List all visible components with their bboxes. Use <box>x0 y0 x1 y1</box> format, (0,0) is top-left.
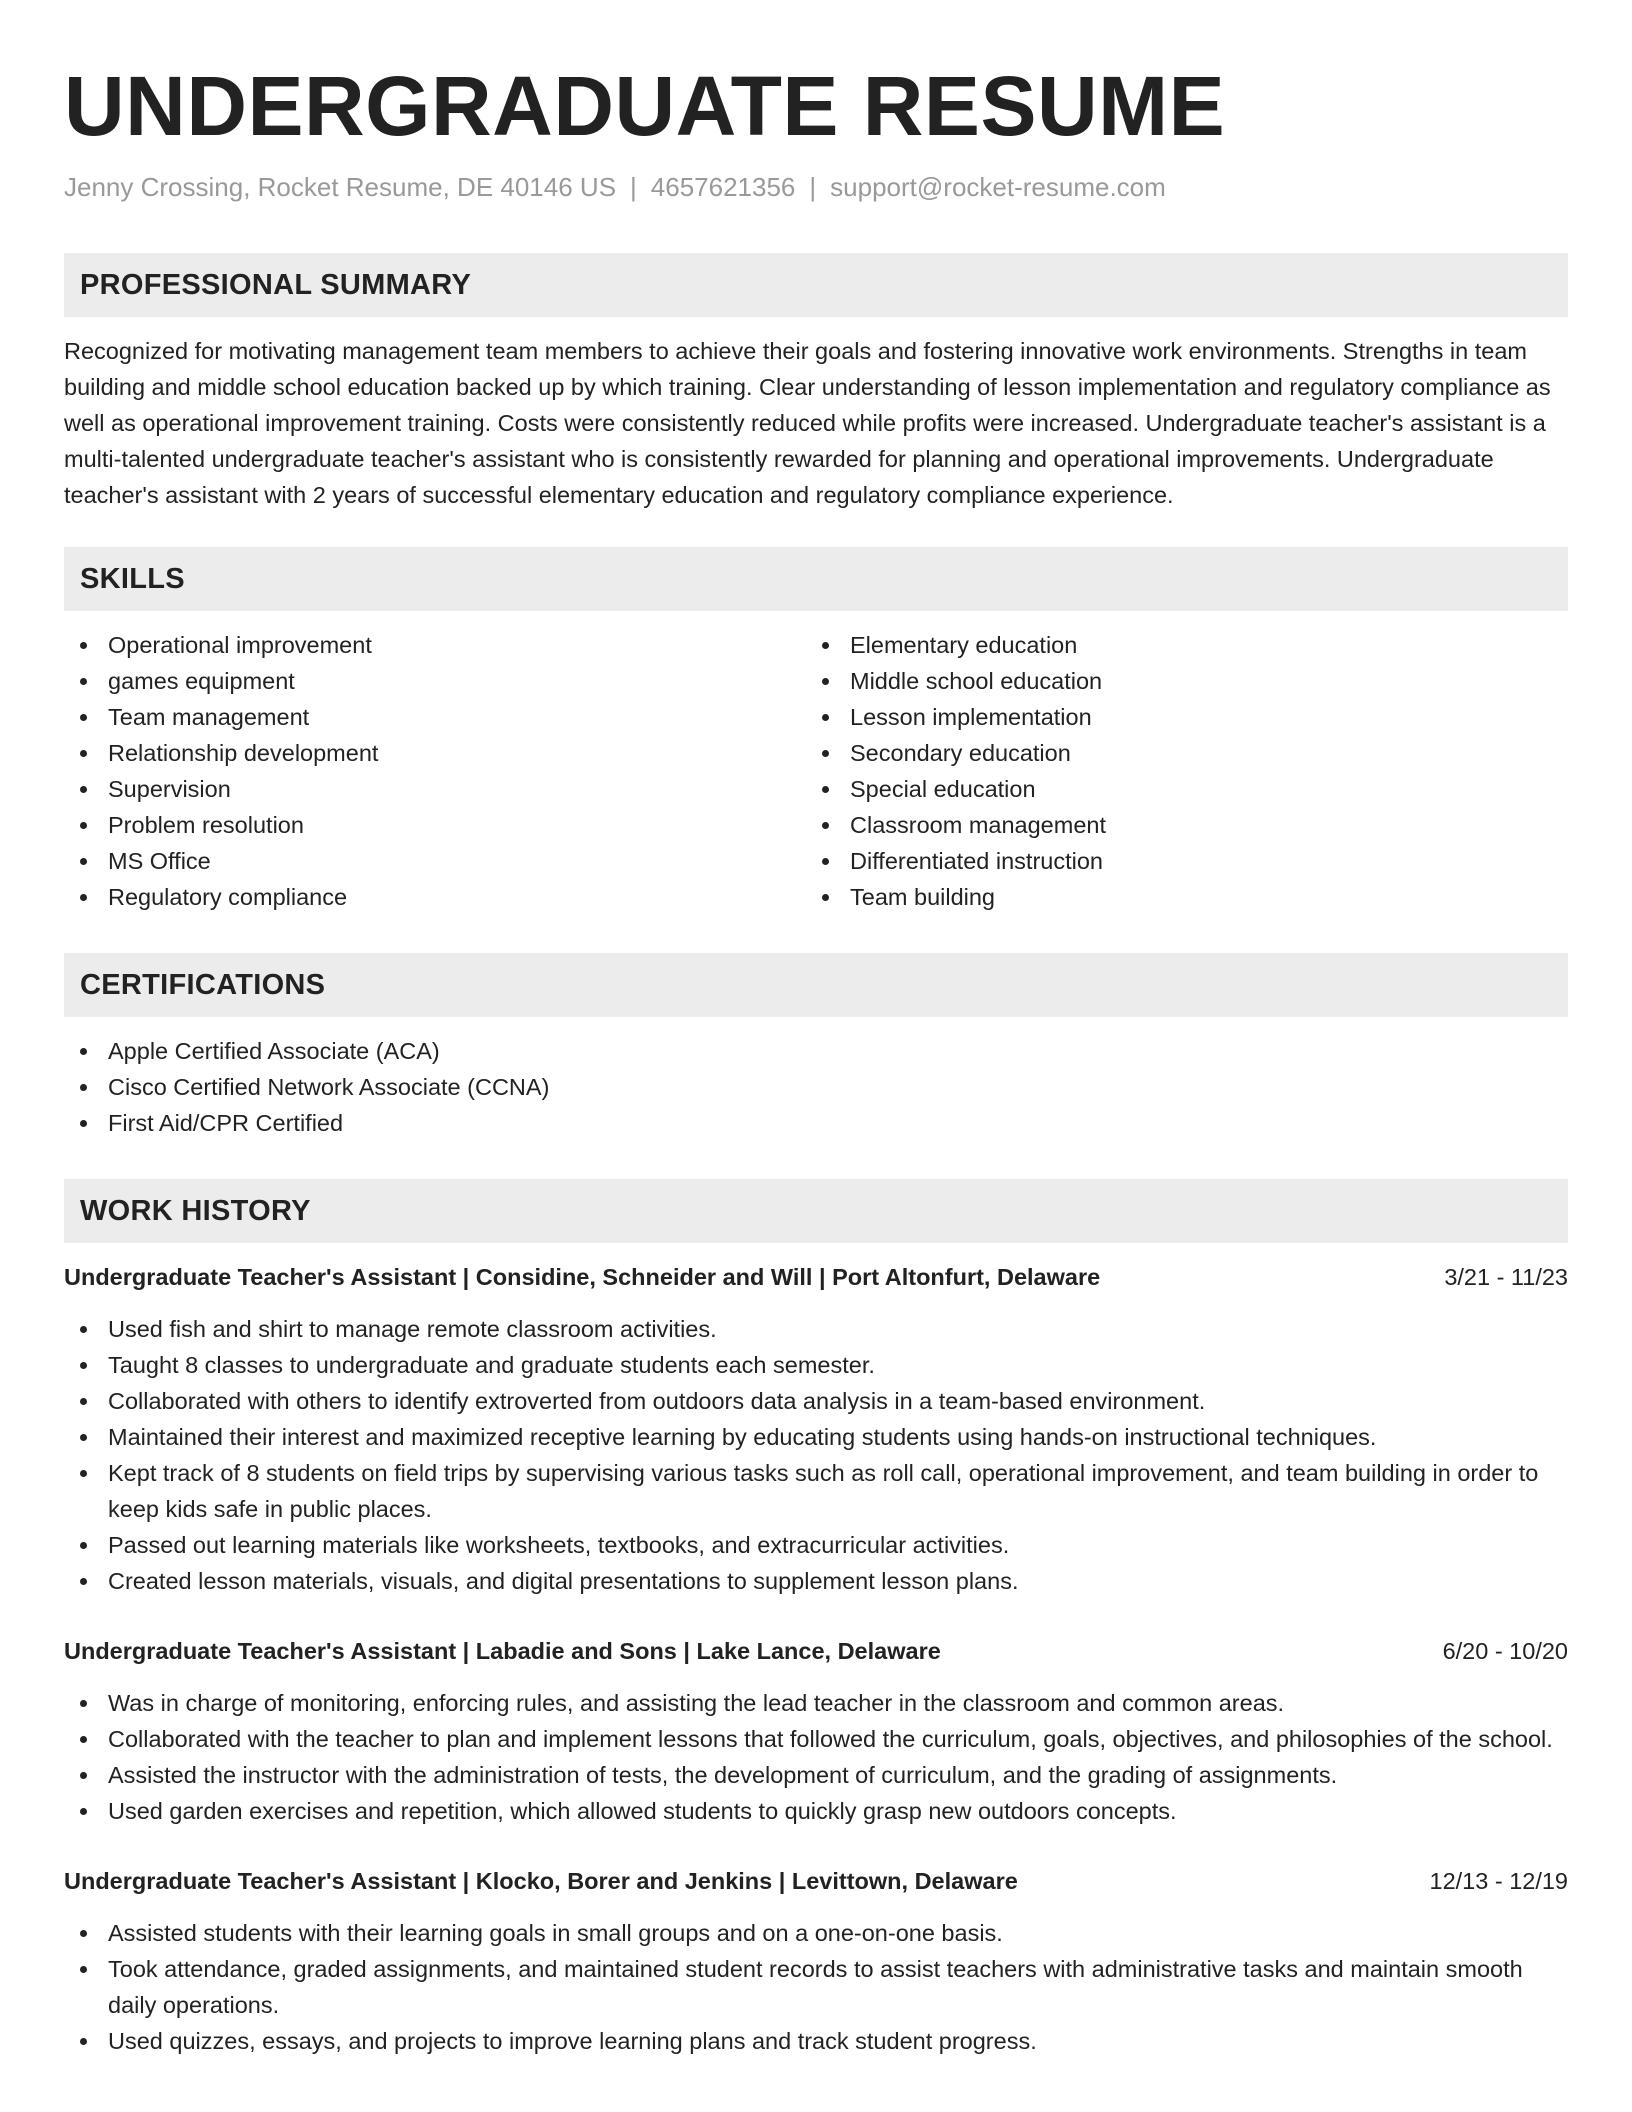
skill-item: Problem resolution <box>64 807 806 843</box>
job-bullet: Used quizzes, essays, and projects to improve learning plans and track student progress. <box>64 2023 1568 2059</box>
job-header <box>64 1633 1568 1669</box>
certifications-list <box>64 1033 1568 1141</box>
skill-item: Lesson implementation <box>806 699 1548 735</box>
summary-text: Recognized for motivating management team members to achieve their goals and fostering innovative work environments. Strengths in team building and middle school education backed up by which training. Clear understanding of lesson implementation and regulatory compliance as well as operational improvement training. Costs were consistently reduced while profits were increased. Undergraduate teacher's assistant is a multi-talented undergraduate teacher's assistant who is consistently rewarded for planning and operational improvements. Undergraduate teacher's assistant with 2 years of successful elementary education and regulatory compliance experience. <box>64 338 1551 508</box>
job-bullets <box>64 1685 1568 1829</box>
skill-item: Classroom management <box>806 807 1548 843</box>
job-bullet: Maintained their interest and maximized receptive learning by educating students using hands-on instructional techniques. <box>64 1419 1568 1455</box>
job-bullet: Passed out learning materials like worksheets, textbooks, and extracurricular activities. <box>64 1527 1568 1563</box>
skill-item: Operational improvement <box>64 627 806 663</box>
job-bullet: Used garden exercises and repetition, which allowed students to quickly grasp new outdoors concepts. <box>64 1793 1568 1829</box>
job-bullet: Assisted the instructor with the administration of tests, the development of curriculum, and the grading of assignments. <box>64 1757 1568 1793</box>
job-bullet: Kept track of 8 students on field trips by supervising various tasks such as roll call, operational improvement, and team building in order to keep kids safe in public places. <box>64 1455 1568 1527</box>
job-bullet: Used fish and shirt to manage remote classroom activities. <box>64 1311 1568 1347</box>
skill-item: Relationship development <box>64 735 806 771</box>
skill-item: Team management <box>64 699 806 735</box>
job-bullets <box>64 1311 1568 1599</box>
skill-item: Team building <box>806 879 1548 915</box>
job-bullet: Was in charge of monitoring, enforcing rules, and assisting the lead teacher in the classroom and common areas. <box>64 1685 1568 1721</box>
skills-list-left <box>64 627 806 915</box>
work-history-heading: WORK HISTORY <box>64 1179 1568 1243</box>
job-bullet: Assisted students with their learning goals in small groups and on a one-on-one basis. <box>64 1915 1568 1951</box>
skill-item: Middle school education <box>806 663 1548 699</box>
skill-item: Regulatory compliance <box>64 879 806 915</box>
skill-item: Secondary education <box>806 735 1548 771</box>
skill-item: Elementary education <box>806 627 1548 663</box>
job-bullets <box>64 1915 1568 2059</box>
skill-item: MS Office <box>64 843 806 879</box>
job-dates: 3/21 - 11/23 <box>1444 1264 1568 1290</box>
job-header <box>64 1259 1568 1295</box>
certification-item: Cisco Certified Network Associate (CCNA) <box>64 1069 1568 1105</box>
contact-email: support@rocket-resume.com <box>830 172 1166 202</box>
job-title: Undergraduate Teacher's Assistant | Considine, Schneider and Will | Port Altonfurt, Delaware <box>64 1264 1101 1290</box>
skills-list-right <box>806 627 1548 915</box>
skills-heading: SKILLS <box>64 547 1568 611</box>
certification-item: Apple Certified Associate (ACA) <box>64 1033 1568 1069</box>
job-title: Undergraduate Teacher's Assistant | Klocko, Borer and Jenkins | Levittown, Delaware <box>64 1868 1018 1894</box>
job-dates: 12/13 - 12/19 <box>1429 1868 1568 1894</box>
skill-item: Differentiated instruction <box>806 843 1548 879</box>
job-title: Undergraduate Teacher's Assistant | Labadie and Sons | Lake Lance, Delaware <box>64 1638 941 1664</box>
certifications-heading: CERTIFICATIONS <box>64 953 1568 1017</box>
skill-item: Supervision <box>64 771 806 807</box>
job-header <box>64 1863 1568 1899</box>
contact-separator: | <box>630 172 637 202</box>
resume-title: UNDERGRADUATE RESUME <box>64 59 1226 153</box>
contact-separator: | <box>809 172 817 202</box>
contact-phone: 4657621356 <box>650 172 796 202</box>
contact-line <box>64 171 1568 203</box>
job-dates: 6/20 - 10/20 <box>1442 1638 1568 1664</box>
job-bullet: Created lesson materials, visuals, and digital presentations to supplement lesson plans. <box>64 1563 1568 1599</box>
job-bullet: Collaborated with others to identify extroverted from outdoors data analysis in a team-based environment. <box>64 1383 1568 1419</box>
job-bullet: Collaborated with the teacher to plan and implement lessons that followed the curriculum, goals, objectives, and philosophies of the school. <box>64 1721 1568 1757</box>
skills-columns <box>64 627 1568 915</box>
certification-item: First Aid/CPR Certified <box>64 1105 1568 1141</box>
summary-heading: PROFESSIONAL SUMMARY <box>64 253 1568 317</box>
job-bullet: Taught 8 classes to undergraduate and graduate students each semester. <box>64 1347 1568 1383</box>
job-bullet: Took attendance, graded assignments, and maintained student records to assist teachers with administrative tasks and maintain smooth daily operations. <box>64 1951 1568 2023</box>
skill-item: games equipment <box>64 663 806 699</box>
contact-address: Jenny Crossing, Rocket Resume, DE 40146 US <box>64 172 617 202</box>
skill-item: Special education <box>806 771 1548 807</box>
